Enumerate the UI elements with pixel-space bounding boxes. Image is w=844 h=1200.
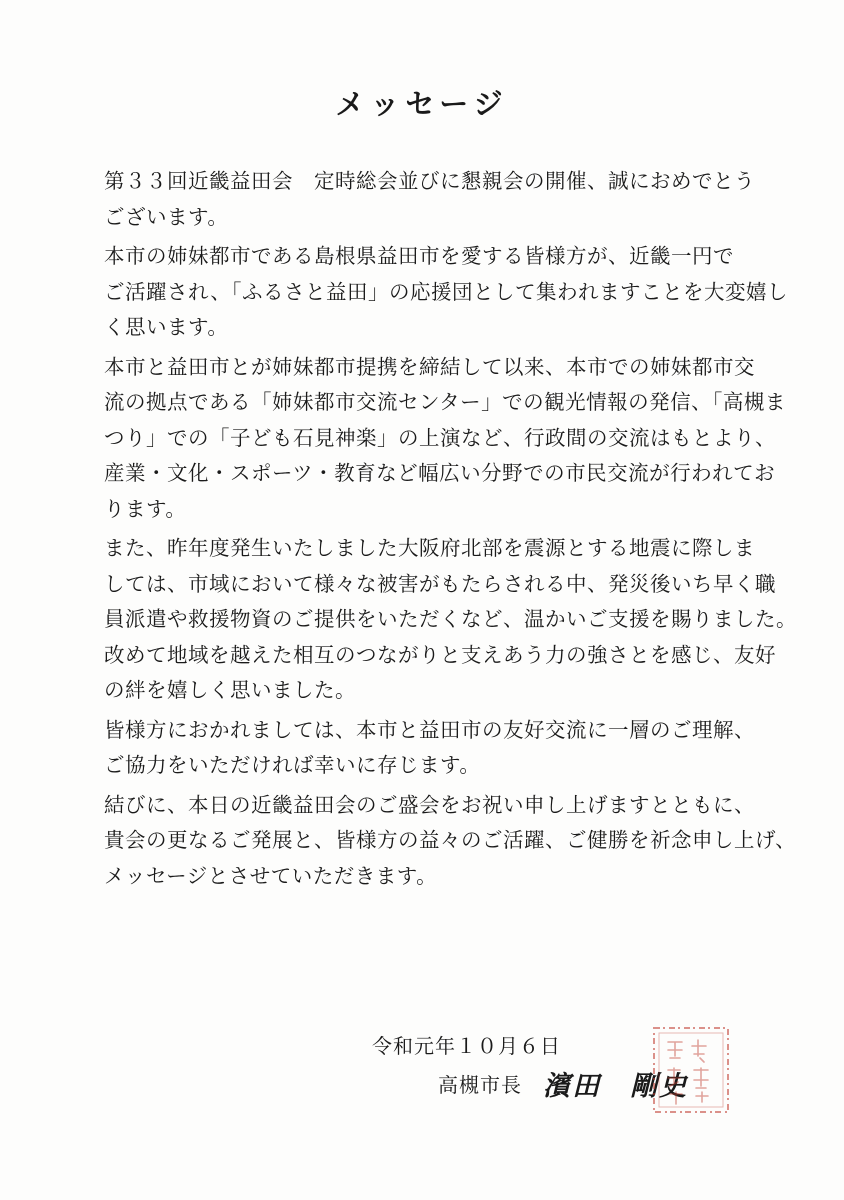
- text-line: 員派遣や救援物資のご提供をいただくなど、温かいご支援を賜りました。: [104, 607, 797, 631]
- document-date: 令和元年１０月６日: [372, 1034, 561, 1058]
- text-line: ります。: [104, 496, 187, 521]
- text-line: 第３３回近畿益田会 定時総会並びに懇親会の開催、誠におめでとう: [104, 169, 755, 193]
- text-line: く思います。: [104, 315, 229, 339]
- text-line: 改めて地域を越えた相互のつながりと支えあう力の強さとを感じ、友好: [104, 642, 776, 667]
- text-line: 貴会の更なるご発展と、皆様方の益々のご活躍、ご健勝を祈念申し上げ、: [104, 828, 797, 852]
- signer-title: 高槻市長: [438, 1073, 522, 1097]
- paragraph: [104, 239, 788, 346]
- text-line: 本市の姉妹都市である島根県益田市を愛する皆様方が、近畿一円で: [104, 244, 734, 268]
- text-line: 皆様方におかれましては、本市と益田市の友好交流に一層のご理解、: [104, 717, 755, 742]
- paragraph: [104, 164, 754, 235]
- text-line: 本市と益田市とが姉妹都市提携を締結して以来、本市での姉妹都市交: [104, 354, 755, 379]
- signer-name: 濱田 剛史: [543, 1071, 689, 1102]
- text-line: 産業・文化・スポーツ・教育など幅広い分野での市民交流が行われてお: [104, 461, 776, 485]
- paragraph: [104, 531, 797, 709]
- paragraph: [104, 713, 754, 784]
- text-line: メッセージとさせていただきます。: [104, 863, 438, 888]
- text-line: 流の拠点である「姉妹都市交流センター」での観光情報の発信、「高槻ま: [104, 390, 786, 414]
- document-title: メッセージ: [335, 87, 509, 121]
- text-line: ご活躍され、「ふるさと益田」の応援団として集われますことを大変嬉し: [104, 279, 788, 304]
- text-line: の絆を嬉しく思いました。: [104, 678, 356, 702]
- official-seal-icon: [648, 1022, 734, 1118]
- text-line: 結びに、本日の近畿益田会のご盛会をお祝い申し上げますとともに、: [104, 792, 755, 817]
- text-line: つり」での「子ども石見神楽」の上演など、行政間の交流はもとより、: [104, 425, 776, 450]
- message-body: [104, 164, 797, 894]
- text-line: ございます。: [104, 204, 229, 229]
- paragraph: [104, 350, 786, 528]
- text-line: しては、市域において様々な被害がもたらされる中、発災後いち早く職: [104, 571, 776, 596]
- text-line: ご協力をいただければ幸いに存じます。: [104, 753, 481, 777]
- paragraph: [104, 788, 797, 895]
- text-line: また、昨年度発生いたしました大阪府北部を震源とする地震に際しま: [104, 536, 755, 560]
